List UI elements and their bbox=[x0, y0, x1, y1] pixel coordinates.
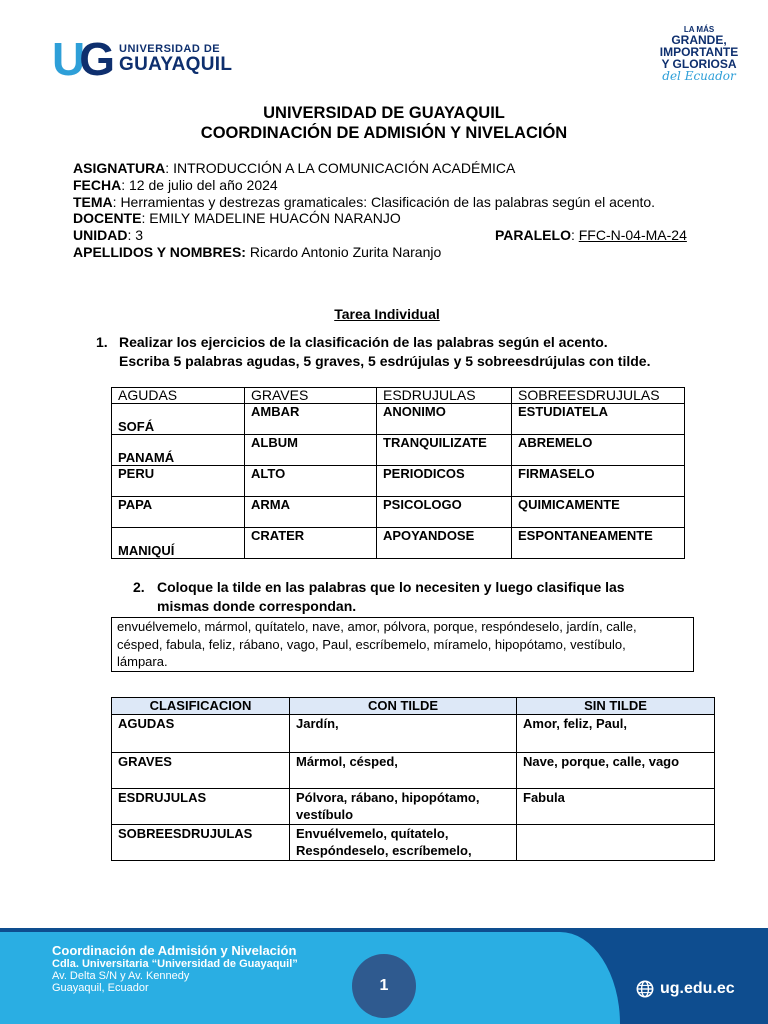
question1-text: Realizar los ejercicios de la clasificación de las palabras según el acento. Escriba 5 palabras agudas, 5 graves, 5 esdrújulas y 5 sobreesdrújulas con tilde. bbox=[119, 334, 651, 369]
slogan-line: IMPORTANTE bbox=[659, 45, 739, 59]
ug-logo-icon: UG bbox=[52, 33, 110, 85]
header-graves: GRAVES bbox=[245, 388, 377, 404]
table-cell: PANAMÁ bbox=[112, 435, 245, 466]
slogan-logo bbox=[652, 26, 746, 82]
table-cell: PSICOLOGO bbox=[377, 497, 512, 528]
table-header-row bbox=[112, 698, 715, 715]
table-header-row bbox=[112, 388, 685, 404]
con-tilde-cell: Pólvora, rábano, hipopótamo, vestíbulo bbox=[290, 789, 517, 825]
footer-line: Av. Delta S/N y Av. Kennedy bbox=[52, 970, 190, 983]
sin-tilde-cell bbox=[517, 825, 715, 861]
question2-number: 2. bbox=[133, 579, 145, 595]
globe-icon bbox=[636, 980, 654, 998]
logo-line2: GUAYAQUIL bbox=[119, 54, 233, 75]
table-cell: ALBUM bbox=[245, 435, 377, 466]
nombres-line: APELLIDOS Y NOMBRES: Ricardo Antonio Zurita Naranjo bbox=[73, 244, 442, 260]
slogan-line: Y GLORIOSA bbox=[661, 57, 737, 71]
accent-words-table bbox=[111, 387, 685, 559]
table-cell: ESPONTANEAMENTE bbox=[512, 528, 685, 559]
row-label: GRAVES bbox=[112, 753, 290, 789]
table-row bbox=[112, 404, 685, 435]
question1-number: 1. bbox=[96, 334, 108, 350]
task-title: Tarea Individual bbox=[334, 306, 440, 322]
header-con-tilde: CON TILDE bbox=[290, 698, 517, 715]
logo-line1: UNIVERSIDAD DE bbox=[119, 43, 221, 55]
footer-line: Cdla. Universitaria “Universidad de Guayaquil” bbox=[52, 958, 298, 971]
word-list-line: envuélvemelo, mármol, quítatelo, nave, amor, pólvora, porque, respóndeselo, jardín, calle, bbox=[117, 619, 637, 634]
word-list-line: césped, fabula, feliz, rábano, vago, Paul, escríbemelo, míramelo, hipopótamo, vestíbulo, bbox=[117, 636, 626, 652]
table-cell: QUIMICAMENTE bbox=[512, 497, 685, 528]
table-cell: ALTO bbox=[245, 466, 377, 497]
slogan-line: GRANDE, bbox=[671, 33, 727, 47]
table-row bbox=[112, 497, 685, 528]
question2-text: Coloque la tilde en las palabras que lo necesiten y luego clasifique las mismas donde correspondan. bbox=[157, 579, 625, 614]
header-clasificacion: CLASIFICACION bbox=[112, 698, 290, 715]
docente-line: DOCENTE: EMILY MADELINE HUACÓN NARANJO bbox=[73, 210, 401, 226]
row-label: ESDRUJULAS bbox=[112, 789, 290, 825]
classification-table bbox=[111, 697, 715, 861]
paralelo-value: FFC-N-04-MA-24 bbox=[578, 227, 687, 243]
row-label: SOBREESDRUJULAS bbox=[112, 825, 290, 861]
asignatura-line: ASIGNATURA: INTRODUCCIÓN A LA COMUNICACIÓN ACADÉMICA bbox=[73, 160, 516, 176]
table-cell: ABREMELO bbox=[512, 435, 685, 466]
table-cell: PAPA bbox=[112, 497, 245, 528]
fecha-line: FECHA: 12 de julio del año 2024 bbox=[73, 177, 278, 193]
table-cell: SOFÁ bbox=[112, 404, 245, 435]
table-cell: TRANQUILIZATE bbox=[377, 435, 512, 466]
website-text[interactable]: ug.edu.ec bbox=[660, 980, 735, 997]
table-cell: APOYANDOSE bbox=[377, 528, 512, 559]
table-cell: ANONIMO bbox=[377, 404, 512, 435]
coordination-title: COORDINACIÓN DE ADMISIÓN Y NIVELACIÓN bbox=[200, 124, 568, 142]
tema-line: TEMA: Herramientas y destrezas gramaticales: Clasificación de las palabras según el acento. bbox=[73, 194, 656, 210]
row-label: AGUDAS bbox=[112, 715, 290, 753]
table-cell: PERIODICOS bbox=[377, 466, 512, 497]
con-tilde-cell: Jardín, bbox=[290, 715, 517, 753]
footer-address bbox=[52, 944, 298, 995]
con-tilde-cell: Envuélvemelo, quítatelo, Respóndeselo, escríbemelo, bbox=[290, 825, 517, 861]
table-cell: CRATER bbox=[245, 528, 377, 559]
table-row bbox=[112, 528, 685, 559]
table-cell: AMBAR bbox=[245, 404, 377, 435]
table-row bbox=[112, 715, 715, 753]
table-row bbox=[112, 789, 715, 825]
table-cell: PERU bbox=[112, 466, 245, 497]
header-sin-tilde: SIN TILDE bbox=[517, 698, 715, 715]
table-cell: FIRMASELO bbox=[512, 466, 685, 497]
paralelo-line: PARALELO: FFC-N-04-MA-24 bbox=[495, 227, 687, 243]
con-tilde-cell: Mármol, césped, bbox=[290, 753, 517, 789]
header-esdrujulas: ESDRUJULAS bbox=[377, 388, 512, 404]
table-cell: ESTUDIATELA bbox=[512, 404, 685, 435]
table-row bbox=[112, 753, 715, 789]
unidad-line: UNIDAD: 3 bbox=[73, 227, 144, 243]
table-row bbox=[112, 435, 685, 466]
table-cell: MANIQUÍ bbox=[112, 528, 245, 559]
header-sobreesdrujulas: SOBREESDRUJULAS bbox=[512, 388, 685, 404]
sin-tilde-cell: Amor, feliz, Paul, bbox=[517, 715, 715, 753]
header-agudas: AGUDAS bbox=[112, 388, 245, 404]
footer-line: Coordinación de Admisión y Nivelación bbox=[52, 943, 297, 958]
word-list-line: lámpara. bbox=[117, 654, 168, 669]
slogan-line: del Ecuador bbox=[662, 69, 736, 83]
page-number: 1 bbox=[352, 954, 416, 1018]
website-link[interactable] bbox=[636, 980, 735, 998]
table-row bbox=[112, 466, 685, 497]
slogan-line: LA MÁS bbox=[683, 25, 715, 34]
table-row bbox=[112, 825, 715, 861]
university-logo bbox=[52, 33, 233, 85]
footer-line: Guayaquil, Ecuador bbox=[52, 982, 149, 995]
word-list-box bbox=[111, 617, 694, 672]
university-title: UNIVERSIDAD DE GUAYAQUIL bbox=[263, 104, 505, 122]
sin-tilde-cell: Fabula bbox=[517, 789, 715, 825]
table-cell: ARMA bbox=[245, 497, 377, 528]
sin-tilde-cell: Nave, porque, calle, vago bbox=[517, 753, 715, 789]
